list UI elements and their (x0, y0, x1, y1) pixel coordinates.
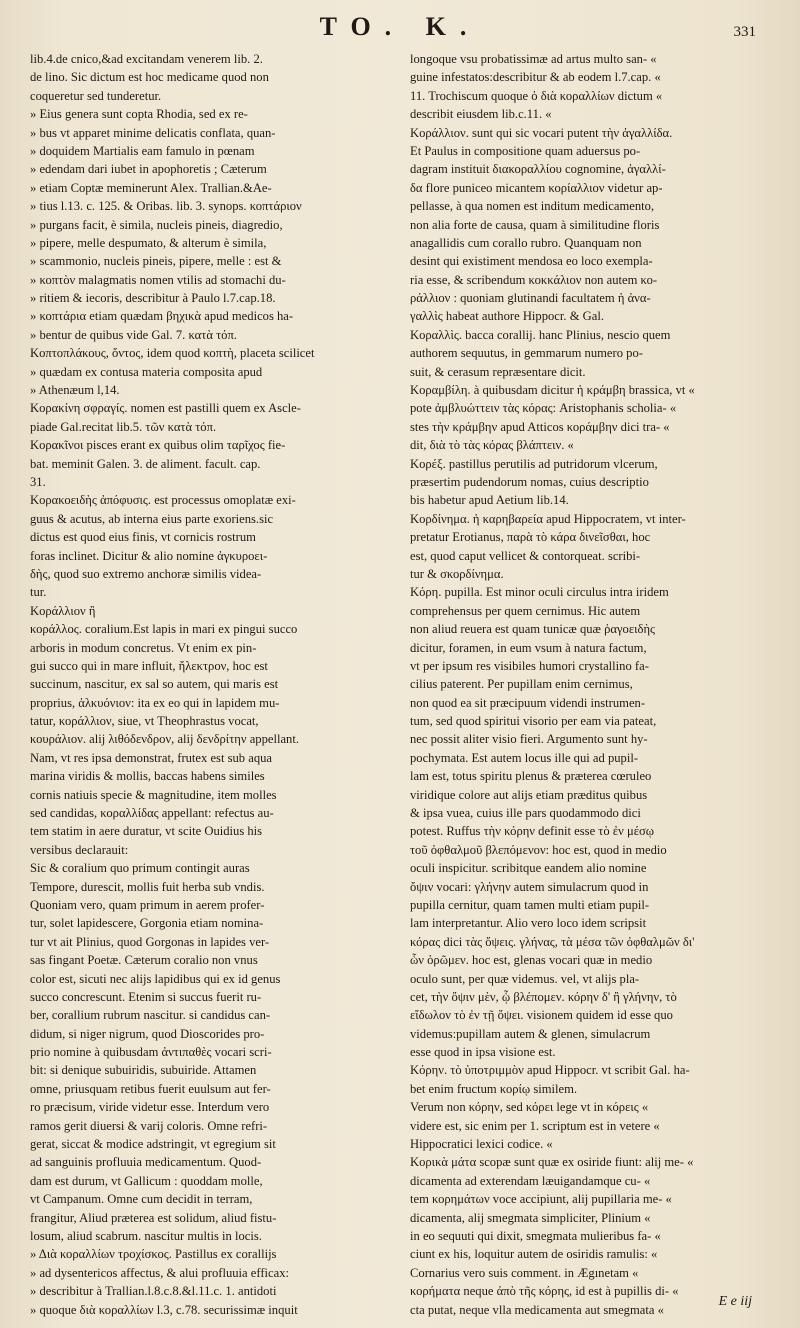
text-line: » bus vt apparet minime delicatis conflata, quan- (30, 125, 276, 140)
text-line: tem κορημάτων voce accipiunt, alij pupillaria me- « (410, 1192, 672, 1207)
text-line: oculi inspicitur. scribitque eandem alio nomine (410, 861, 647, 876)
text-line: bat. meminit Galen. 3. de aliment. facult. cap. (30, 456, 261, 471)
text-line: stes τὴν κράμβην apud Atticos κοράμβην dici tra- « (410, 419, 670, 434)
text-line: proprius, ἁλκυόνιον: ita ex eo qui in lapidem mu- (30, 695, 280, 710)
text-line: ber, corallium rubrum nascitur. si candidus can- (30, 1008, 271, 1023)
running-head: TO. K. (319, 12, 481, 41)
text-line: viridique colore aut alijs etiam præditus quibus (410, 787, 648, 802)
text-line: est, quod caput vellicet & contorqueat. scribi- (410, 548, 641, 563)
text-line: » quædam ex contusa materia composita apud (30, 364, 263, 379)
text-line: guine infestatos:describitur & ab eodem l.7.cap. « (410, 70, 661, 85)
text-line: dam est durum, vt Gallicum : quoddam molle, (30, 1173, 263, 1188)
text-line: bit: si denique subuiridis, subuiride. Attamen (30, 1063, 257, 1078)
text-line: Κοραλλὶς. bacca corallij. hanc Plinius, nescio quem (410, 327, 671, 342)
text-line: » Eius genera sunt copta Rhodia, sed ex re- (30, 107, 248, 122)
text-line: cta putat, neque vlla medicamenta aut smegmata « (410, 1302, 664, 1317)
text-line: non aliud reuera est quam tunicæ quæ ῥαγοειδὴς (410, 622, 656, 637)
text-line: vt per ipsum res visibiles humori crystallino fa- (410, 658, 649, 673)
text-line: ria esse, & scribendum κοκκάλιον non autem κο- (410, 272, 658, 287)
text-line: Κορακοειδὴς ἀπόφυσις. est processus omoplatæ exi- (30, 493, 296, 508)
text-line: » Athenæum l,14. (30, 383, 120, 398)
text-line: omne, priusquam retibus fuerit euulsum aut fer- (30, 1081, 271, 1096)
text-line: » bentur de quibus vide Gal. 7. κατὰ τόπ. (30, 327, 237, 342)
text-line: pochymata. Est autem locus ille qui ad pupil- (410, 750, 639, 765)
text-line: vt Campanum. Omne cum decidit in terram, (30, 1192, 253, 1207)
text-line: comprehensus per quem cernimus. Hic autem (410, 603, 641, 618)
text-line: » scammonio, nucleis pineis, pipere, melle : est & (30, 254, 282, 269)
text-line: tatur, κοράλλιον, siue, vt Theophrastus vocat, (30, 714, 259, 729)
text-line: Κοράλλιον. sunt qui sic vocari putent τὴν ἀγαλλίδα. (410, 125, 673, 140)
text-line: 31. (30, 474, 46, 489)
text-line: piade Gal.recitat lib.5. τῶν κατὰ τόπ. (30, 419, 217, 434)
text-line: pellasse, à qua nomen est inditum medicamento, (410, 199, 655, 214)
text-line: » describitur à Trallian.l.8.c.8.&l.11.c. 1. antidoti (30, 1284, 277, 1299)
text-line: » Διὰ κοραλλίων τροχίσκος. Pastillus ex corallijs (30, 1247, 277, 1262)
text-columns (20, 50, 780, 1317)
text-line: dicitur, foramen, in eum vsum à natura factum, (410, 640, 647, 655)
text-line: » pipere, melle despumato, & alterum è simila, (30, 235, 267, 250)
text-line: κουράλιον. alij λιθόδενδρον, alij δενδρίτην appellant. (30, 732, 299, 747)
text-line: Κορέξ. pastillus perutilis ad putridorum vlcerum, (410, 456, 658, 471)
text-line: Sic & coralium quo primum contingit auras (30, 861, 250, 876)
text-line: tur vt ait Plinius, quod Gorgonas in lapides ver- (30, 934, 270, 949)
text-line: Et Paulus in compositione quam aduersus po- (410, 143, 641, 158)
text-line: γαλλὶς habeat authore Hippocr. & Gal. (410, 309, 604, 324)
text-line: Κόρη. pupilla. Est minor oculi circulus intra iridem (410, 585, 669, 600)
text-line: tur & σκορδίνημα. (410, 566, 504, 581)
text-line: ro præcisum, viride videtur esse. Interdum vero (30, 1100, 270, 1115)
signature-mark: E e iij (718, 1294, 752, 1309)
text-line: τοῦ ὀφθαλμοῦ βλεπόμενον: hoc est, quod in medio (410, 842, 667, 857)
text-line: Quoniam vero, quam primum in aerem profer- (30, 897, 265, 912)
text-line: ramos gerit diuersi & varij coloris. Omne refri- (30, 1118, 268, 1133)
text-line: sas fingant Poetæ. Cæterum coralio non vnus (30, 953, 258, 968)
text-line: succinum, nascitur, ex sal so autem, qui maris est (30, 677, 279, 692)
text-line: tem statim in aere duratur, vt scite Ouidius his (30, 824, 263, 839)
text-line: pote ἀμβλυώττειν τὰς κόρας: Aristophanis scholia- « (410, 401, 677, 416)
text-line: Cornarius vero suis comment. in Ægınetam « (410, 1265, 639, 1280)
text-line: » doquidem Martialis eam famulo in pœnam (30, 143, 255, 158)
text-line: cornis natiuis specie & magnitudine, item molles (30, 787, 277, 802)
text-line: » edendam dari iubet in apophoretis ; Cæterum (30, 162, 267, 177)
text-line: esse quod in ipsa visione est. (410, 1045, 556, 1060)
text-line: guus & acutus, ab interna eius parte exoriens.sic (30, 511, 274, 526)
text-line: marina viridis & mollis, baccas habens similes (30, 769, 265, 784)
text-line: Hippocratici lexici codice. « (410, 1137, 553, 1152)
text-line: ὄψιν vocari: γλήνην autem simulacrum quod in (410, 879, 649, 894)
text-line: ὧν ὁρῶμεν. hoc est, glenas vocari quæ in medio (410, 953, 653, 968)
text-line: » ad dysentericos affectus, & alui profluuia efficax: (30, 1265, 290, 1280)
text-line: præsertim pudendorum nomas, cuius descriptio (410, 474, 649, 489)
text-line: potest. Ruffus τὴν κόρην definit esse τὸ ἐν μέσῳ (410, 824, 655, 839)
text-line: » ritiem & iecoris, describitur à Paulo l.7.cap.18. (30, 291, 276, 306)
left-column (20, 50, 390, 1317)
text-line: Verum non κόρην, sed κόρει lege vt in κόρεις « (410, 1100, 649, 1115)
text-line: tur. (30, 585, 47, 600)
text-line: Κοραμβίλη. à quibusdam dicitur ἡ κράμβη brassica, vt « (410, 383, 695, 398)
right-column (410, 50, 780, 1317)
text-line: κοράλλος. coralium.Est lapis in mari ex pingui succo (30, 622, 298, 637)
text-line: εἴδωλον τὸ ἐν τῇ ὄψει. visionem quidem id esse quo (410, 1008, 673, 1023)
page-header (0, 8, 800, 48)
text-line: prio nomine à quibusdam ἀντιπαθὲς vocari scri- (30, 1045, 272, 1060)
text-line: desint qui existiment mendosa eo loco exempla- (410, 254, 653, 269)
text-line: » purgans facit, è simila, nucleis pineis, diagredio, (30, 217, 283, 232)
text-line: anagallidis cum corallo rubro. Quanquam non (410, 235, 642, 250)
text-line: » κοπτὸν malagmatis nomen vtilis ad stomachi du- (30, 272, 286, 287)
text-line: Κορδίνημα. ἡ καρηβαρεία apud Hippocratem, vt inter- (410, 511, 686, 526)
text-line: cilius paterent. Per pupillam enim cernimus, (410, 677, 633, 692)
text-line: frangitur, Aliud præterea est solidum, aliud fistu- (30, 1210, 277, 1225)
text-line: dicamenta ad exterendam læuigandamque cu- « (410, 1173, 651, 1188)
text-line: Nam, vt res ipsa demonstrat, frutex est sub aqua (30, 750, 273, 765)
text-line: ράλλιον : quoniam glutinandi facultatem ἡ ἀνα- (410, 291, 651, 306)
text-line: Κοράλλιον ἢ (30, 603, 96, 618)
text-line: coqueretur sed tunderetur. (30, 88, 162, 103)
text-line: bis habetur apud Aetium lib.14. (410, 493, 569, 508)
text-line: dagram instituit διακοραλλίου cognomine, ἀγαλλί- (410, 162, 666, 177)
text-line: tur, solet lapidescere, Gorgonia etiam nomina- (30, 916, 264, 931)
text-line: dictus est quod eius finis, vt cornicis rostrum (30, 530, 256, 545)
text-line: Tempore, durescit, mollis fuit herba sub vndis. (30, 879, 265, 894)
text-line: κόρας dici τὰς ὄψεις. γλήνας, τὰ μέσα τῶν ὀφθαλμῶν δι' (410, 934, 695, 949)
page-number: 331 (733, 24, 756, 40)
text-line: gui succo qui in mare influit, ἤλεκτρον, hoc est (30, 658, 268, 673)
text-line: non alia forte de causa, quam à similitudine floris (410, 217, 660, 232)
text-line: foras inclinet. Dicitur & alio nomine ἀγκυροει- (30, 548, 268, 563)
text-line: longoque vsu probatissimæ ad artus multo san- « (410, 52, 657, 66)
text-line: dicamenta, alij smegmata simpliciter, Plinium « (410, 1210, 651, 1225)
text-line: oculo sunt, per quæ videmus. vel, vt alijs pla- (410, 971, 640, 986)
text-line: δα flore puniceo micantem κορίαλλιον videtur ap- (410, 180, 663, 195)
text-line: lam est, totus spiritu plenus & præterea cœruleo (410, 769, 652, 784)
text-line: pretatur Erotianus, παρὰ τὸ κάρα δινεῖσθαι, hoc (410, 530, 651, 545)
text-line: in eo sequuti qui dixit, smegmata mulieribus fa- « (410, 1229, 661, 1243)
text-line: lib.4.de cnico,&ad excitandam venerem lib. 2. (30, 52, 263, 66)
text-line: » tius l.13. c. 125. & Oribas. lib. 3. synops. κοπτάριον (30, 199, 302, 214)
text-line: κορήματα neque ἀπὸ τῆς κόρης, id est à pupillis di- « (410, 1284, 679, 1299)
text-line: » quoque διὰ κοραλλίων l.3, c.78. securissimæ inquit (30, 1302, 298, 1317)
text-line: succo concrescunt. Etenim si succus fuerit ru- (30, 989, 262, 1004)
text-line: sed candidas, κοραλλίδας appellant: refectus au- (30, 806, 274, 821)
text-line: Κορακίνη σφραγίς. nomen est pastilli quem ex Ascle- (30, 401, 301, 416)
text-line: cet, τὴν ὄψιν μὲν, ᾧ βλέπομεν. κόρην δ' ἢ γλήνην, τὸ (410, 989, 677, 1004)
text-line: de lino. Sic dictum est hoc medicame quod non (30, 70, 269, 85)
text-line: nec possit aliter visio fieri. Argumento sunt hy- (410, 732, 648, 747)
text-line: Κορακῖνοι pisces erant ex quibus olim ταρῖχος fie- (30, 438, 286, 453)
text-line: losum, aliud scabrum. nascitur multis in locis. (30, 1229, 262, 1243)
text-line: describit eiusdem lib.c.11. « (410, 107, 552, 122)
text-line: gerat, siccat & modice adstringit, vt egregium sit (30, 1137, 276, 1152)
text-line: ciunt ex his, loquitur autem de osiridis ramulis: « (410, 1247, 658, 1262)
text-line: Κορικὰ μάτα scopæ sunt quæ ex osiride fiunt: alij me- « (410, 1155, 694, 1170)
text-line: authorem sequutus, in gemmarum numero po- (410, 346, 643, 361)
text-line: 11. Trochiscum quoque ὁ διὰ κοραλλίων dictum « (410, 88, 663, 103)
text-line: » etiam Coptæ meminerunt Alex. Trallian.&Ae- (30, 180, 272, 195)
text-line: Κοπτοπλάκους, ὄντος, idem quod κοπτὴ, placeta scilicet (30, 346, 315, 361)
text-line: » κοπτάρια etiam quædam βηχικὰ apud medicos ha- (30, 309, 294, 324)
text-line: ad sanguinis profluuia medicamentum. Quod- (30, 1155, 262, 1170)
text-line: tum, sed quod spiritui visorio per eam via pateat, (410, 714, 657, 729)
text-line: bet enim fructum κορίῳ similem. (410, 1081, 578, 1096)
text-line: videre est, sic enim per 1. scriptum est in vetere « (410, 1118, 660, 1133)
text-line: color est, sicuti nec alijs lapidibus qui ex id genus (30, 971, 281, 986)
text-line: dit, διὰ τὸ τὰς κόρας βλάπτειν. « (410, 438, 574, 453)
text-line: lam interpretantur. Alio vero loco idem scripsit (410, 916, 647, 931)
text-line: didum, si niger nigrum, quod Dioscorides pro- (30, 1026, 265, 1041)
text-line: arboris in modum concretus. Vt enim ex pin- (30, 640, 257, 655)
text-line: pupilla cernitur, quam tamen multi etiam pupil- (410, 897, 650, 912)
text-line: δὴς, quod suo extremo anchoræ similis videa- (30, 566, 262, 581)
text-line: videmus:pupillam autem & glenen, simulacrum (410, 1026, 651, 1041)
text-line: & ipsa vuea, cuius ille pars quodammodo dici (410, 806, 641, 821)
text-line: Κόρην. τὸ ὑποτριμμὸν apud Hippocr. vt scribit Gal. ha- (410, 1063, 690, 1078)
text-line: versibus declarauit: (30, 842, 129, 857)
text-line: suit, & cerasum repræsentare dicit. (410, 364, 586, 379)
text-line: non quod ea sit præcipuum videndi instrumen- (410, 695, 646, 710)
